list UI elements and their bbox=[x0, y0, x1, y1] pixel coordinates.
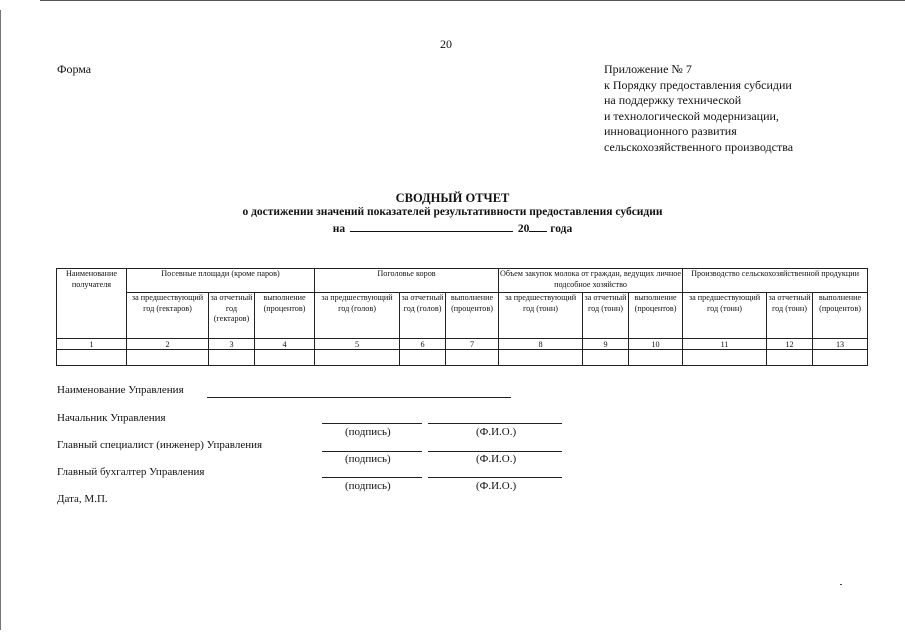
report-table bbox=[56, 268, 868, 366]
page-left-edge bbox=[0, 10, 1, 630]
data-cell[interactable] bbox=[446, 350, 499, 366]
column-number: 6 bbox=[400, 339, 446, 350]
subheader: за предшествующий год (голов) bbox=[315, 293, 400, 339]
scan-artifact bbox=[840, 584, 842, 585]
date-stamp-label: Дата, М.П. bbox=[57, 493, 108, 505]
form-label: Форма bbox=[57, 62, 92, 76]
management-name-label: Наименование Управления bbox=[57, 384, 184, 396]
subheader: за отчетный год (голов) bbox=[400, 293, 446, 339]
page-number: 20 bbox=[440, 37, 452, 51]
column-number: 12 bbox=[767, 339, 813, 350]
appendix-line: на поддержку технической bbox=[604, 93, 742, 107]
column-number: 5 bbox=[315, 339, 400, 350]
accountant-name-field[interactable] bbox=[428, 477, 562, 478]
appendix-line: инновационного развития bbox=[604, 124, 737, 138]
data-cell[interactable] bbox=[127, 350, 209, 366]
group-header: Поголовье коров bbox=[315, 269, 499, 293]
report-title: СВОДНЫЙ ОТЧЕТ bbox=[395, 191, 510, 205]
date-prefix: на bbox=[332, 223, 346, 235]
column-number: 11 bbox=[683, 339, 767, 350]
data-cell[interactable] bbox=[255, 350, 315, 366]
signature-caption: (подпись) bbox=[345, 426, 391, 438]
name-caption: (Ф.И.О.) bbox=[476, 480, 517, 492]
table-row bbox=[57, 350, 868, 366]
group-header: Объем закупок молока от граждан, ведущих личное подсобное хозяйство bbox=[499, 269, 683, 293]
accountant-signature-field[interactable] bbox=[322, 477, 422, 478]
data-cell[interactable] bbox=[767, 350, 813, 366]
page-top-edge bbox=[40, 0, 905, 1]
appendix-line: Приложение № 7 bbox=[604, 62, 692, 76]
data-cell[interactable] bbox=[209, 350, 255, 366]
recipient-header: Наименование получателя bbox=[57, 269, 127, 339]
column-number: 1 bbox=[57, 339, 127, 350]
data-cell[interactable] bbox=[57, 350, 127, 366]
column-number: 9 bbox=[583, 339, 629, 350]
head-name-field[interactable] bbox=[428, 423, 562, 424]
appendix-block bbox=[604, 62, 793, 155]
year-suffix: года bbox=[550, 223, 573, 235]
report-subtitle: о достижении значений показателей результативности предоставления субсидии bbox=[242, 206, 663, 218]
subheader: за предшествующий год (тонн) bbox=[499, 293, 583, 339]
column-number: 2 bbox=[127, 339, 209, 350]
appendix-line: сельскохозяйственного производства bbox=[604, 139, 794, 154]
year-blank[interactable] bbox=[529, 221, 547, 232]
column-number: 8 bbox=[499, 339, 583, 350]
report-date-line bbox=[0, 221, 905, 235]
date-blank[interactable] bbox=[350, 221, 513, 232]
data-cell[interactable] bbox=[683, 350, 767, 366]
subheader: за предшествующий год (тонн) bbox=[683, 293, 767, 339]
group-header: Посевные площади (кроме паров) bbox=[127, 269, 315, 293]
data-cell[interactable] bbox=[583, 350, 629, 366]
column-number: 13 bbox=[813, 339, 868, 350]
name-caption: (Ф.И.О.) bbox=[476, 426, 517, 438]
head-label: Начальник Управления bbox=[57, 412, 166, 424]
appendix-line: и технологической модернизации, bbox=[604, 108, 779, 123]
subheader: выполнение (процентов) bbox=[255, 293, 315, 339]
subheader: за отчетный год (тонн) bbox=[583, 293, 629, 339]
column-number: 7 bbox=[446, 339, 499, 350]
signature-caption: (подпись) bbox=[345, 480, 391, 492]
specialist-signature-field[interactable] bbox=[322, 451, 422, 452]
chief-accountant-label: Главный бухгалтер Управления bbox=[57, 466, 205, 478]
year-prefix: 20 bbox=[517, 223, 530, 235]
subheader: выполнение (процентов) bbox=[446, 293, 499, 339]
management-name-field[interactable] bbox=[207, 397, 511, 398]
subheader: за отчетный год (гектаров) bbox=[209, 293, 255, 339]
group-header: Производство сельскохозяйственной продукции bbox=[683, 269, 868, 293]
appendix-line: к Порядку предоставления субсидии bbox=[604, 77, 792, 92]
column-number: 4 bbox=[255, 339, 315, 350]
subheader: выполнение (процентов) bbox=[813, 293, 868, 339]
subheader: за предшествующий год (гектаров) bbox=[127, 293, 209, 339]
signature-caption: (подпись) bbox=[345, 453, 391, 465]
data-cell[interactable] bbox=[813, 350, 868, 366]
data-cell[interactable] bbox=[629, 350, 683, 366]
name-caption: (Ф.И.О.) bbox=[476, 453, 517, 465]
column-number: 10 bbox=[629, 339, 683, 350]
subheader: за отчетный год (тонн) bbox=[767, 293, 813, 339]
data-cell[interactable] bbox=[499, 350, 583, 366]
specialist-name-field[interactable] bbox=[428, 451, 562, 452]
chief-specialist-label: Главный специалист (инженер) Управления bbox=[57, 439, 263, 451]
data-cell[interactable] bbox=[315, 350, 400, 366]
head-signature-field[interactable] bbox=[322, 423, 422, 424]
data-cell[interactable] bbox=[400, 350, 446, 366]
column-number: 3 bbox=[209, 339, 255, 350]
subheader: выполнение (процентов) bbox=[629, 293, 683, 339]
